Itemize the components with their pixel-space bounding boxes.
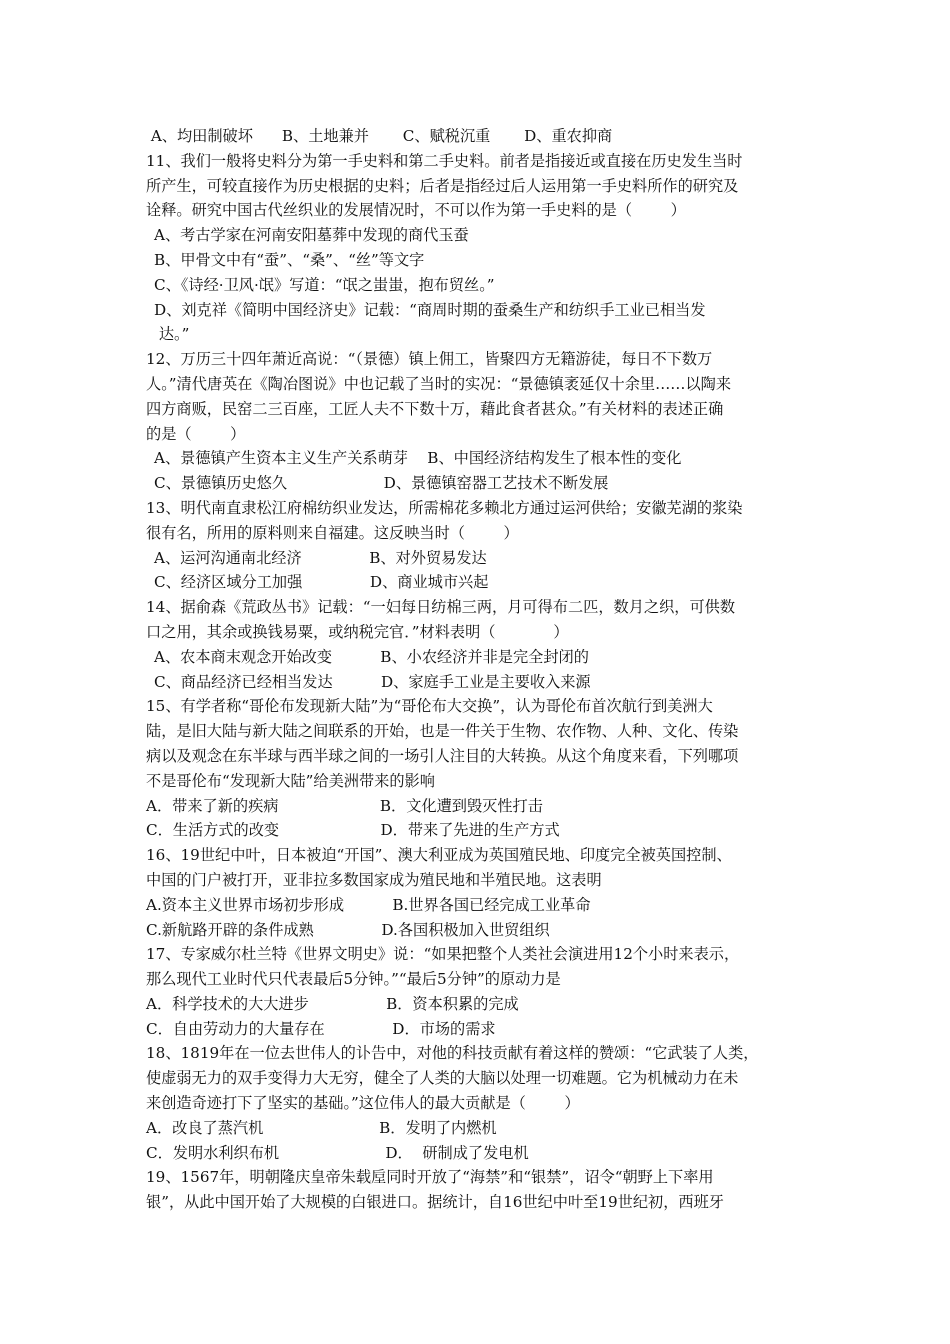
text-line: A、考古学家在河南安阳墓葬中发现的商代玉蚕 <box>154 226 469 245</box>
text-line: 很有名，所用的原料则来自福建。这反映当时（ ） <box>146 523 519 542</box>
text-line: A．改良了蒸汽机 B．发明了内燃机 <box>146 1118 497 1137</box>
text-line: A.资本主义世界市场初步形成 B.世界各国已经完成工业革命 <box>146 895 591 914</box>
text-line: D、刘克祥《简明中国经济史》记载：“商周时期的蚕桑生产和纺织手工业已相当发 <box>154 300 706 319</box>
text-line: C、商品经济已经相当发达 D、家庭手工业是主要收入来源 <box>154 672 591 691</box>
text-line: 来创造奇迹打下了坚实的基础。”这位伟人的最大贡献是（ ） <box>146 1094 580 1113</box>
text-line: A．带来了新的疾病 B．文化遭到毁灭性打击 <box>146 796 543 815</box>
document-page <box>146 124 806 1215</box>
text-line: 15、有学者称“哥伦布发现新大陆”为“哥伦布大交换”，认为哥伦布首次航行到美洲大 <box>146 697 713 716</box>
text-line: 陆，是旧大陆与新大陆之间联系的开始，也是一件关于生物、农作物、人种、文化、传染 <box>146 722 739 741</box>
text-line: 使虚弱无力的双手变得力大无穷，健全了人类的大脑以处理一切难题。它为机械动力在未 <box>146 1069 739 1088</box>
text-line: 18、1819年在一位去世伟人的讣告中，对他的科技贡献有着这样的赞颂：“它武装了人类， <box>146 1044 759 1063</box>
text-line: 所产生，可较直接作为历史根据的史料；后者是指经过后人运用第一手史料所作的研究及 <box>146 176 739 195</box>
text-line: 银”，从此中国开始了大规模的白银进口。据统计，自16世纪中叶至19世纪初，西班牙 <box>146 1193 724 1212</box>
text-line: C.新航路开辟的条件成熟 D.各国积极加入世贸组织 <box>146 920 550 939</box>
text-line: 那么现代工业时代只代表最后5分钟。”“最后5分钟”的原动力是 <box>146 970 561 989</box>
text-line: A、均田制破坏 B、土地兼并 C、赋税沉重 D、重农抑商 <box>146 127 613 145</box>
text-line: 口之用，其余或换钱易粟，或纳税完官．”材料表明（ ） <box>146 622 569 641</box>
text-line: 13、明代南直隶松江府棉纺织业发达，所需棉花多赖北方通过运河供给；安徽芜湖的浆染 <box>146 498 743 517</box>
text-line: 达。” <box>154 325 190 344</box>
text-line: A．科学技术的大大进步 B．资本积累的完成 <box>146 994 519 1013</box>
text-line: C．自由劳动力的大量存在 D．市场的需求 <box>146 1019 496 1038</box>
text-line: 17、专家威尔杜兰特《世界文明史》说：“如果把整个人类社会演进用12个小时来表示， <box>146 945 740 964</box>
text-line: B、甲骨文中有“蚕”、“桑”、“丝”等文字 <box>154 250 425 269</box>
text-line: 12、万历三十四年萧近高说：“（景德）镇上佣工，皆聚四方无籍游徒，每日不下数万 <box>146 350 713 369</box>
text-line: 病以及观念在东半球与西半球之间的一场引人注目的大转换。从这个角度来看，下列哪项 <box>146 746 739 765</box>
text-line: C、经济区域分工加强 D、商业城市兴起 <box>154 573 489 592</box>
text-line: 人。”清代唐英在《陶冶图说》中也记载了当时的实况：“景德镇袤延仅十余里……以陶来 <box>146 374 732 393</box>
text-line: 14、据俞森《荒政丛书》记载：“一妇每日纺棉三两，月可得布二匹，数月之织，可供数 <box>146 598 736 617</box>
text-line: 中国的门户被打开，亚非拉多数国家成为殖民地和半殖民地。这表明 <box>146 870 602 889</box>
text-line: 19、1567年，明朝隆庆皇帝朱载垕同时开放了“海禁”和“银禁”，诏令“朝野上下率用 <box>146 1168 714 1187</box>
text-line: 不是哥伦布“发现新大陆”给美洲带来的影响 <box>146 771 435 790</box>
text-line: A、运河沟通南北经济 B、对外贸易发达 <box>154 548 487 567</box>
text-line: C、《诗经·卫风·氓》写道：“氓之蚩蚩，抱布贸丝。” <box>154 275 495 294</box>
text-line: 四方商贩，民窑二三百座，工匠人夫不下数十万，藉此食者甚众。”有关材料的表述正确 <box>146 399 724 418</box>
text-line: C．发明水利织布机 D． 研制成了发电机 <box>146 1143 529 1162</box>
text-line: A、景德镇产生资本主义生产关系萌芽 B、中国经济结构发生了根本性的变化 <box>154 449 682 468</box>
text-line: 16、19世纪中叶，日本被迫“开国”、澳大利亚成为英国殖民地、印度完全被英国控制、 <box>146 846 732 865</box>
text-line: 诠释。研究中国古代丝织业的发展情况时，不可以作为第一手史料的是（ ） <box>146 201 686 220</box>
text-line: C．生活方式的改变 D．带来了先进的生产方式 <box>146 821 560 840</box>
text-line: 11、我们一般将史料分为第一手史料和第二手史料。前者是指接近或直接在历史发生当时 <box>146 151 743 170</box>
text-line: C、景德镇历史悠久 D、景德镇窑器工艺技术不断发展 <box>154 474 609 493</box>
text-line: 的是（ ） <box>146 424 246 443</box>
text-line: A、农本商末观念开始改变 B、小农经济并非是完全封闭的 <box>154 647 589 666</box>
